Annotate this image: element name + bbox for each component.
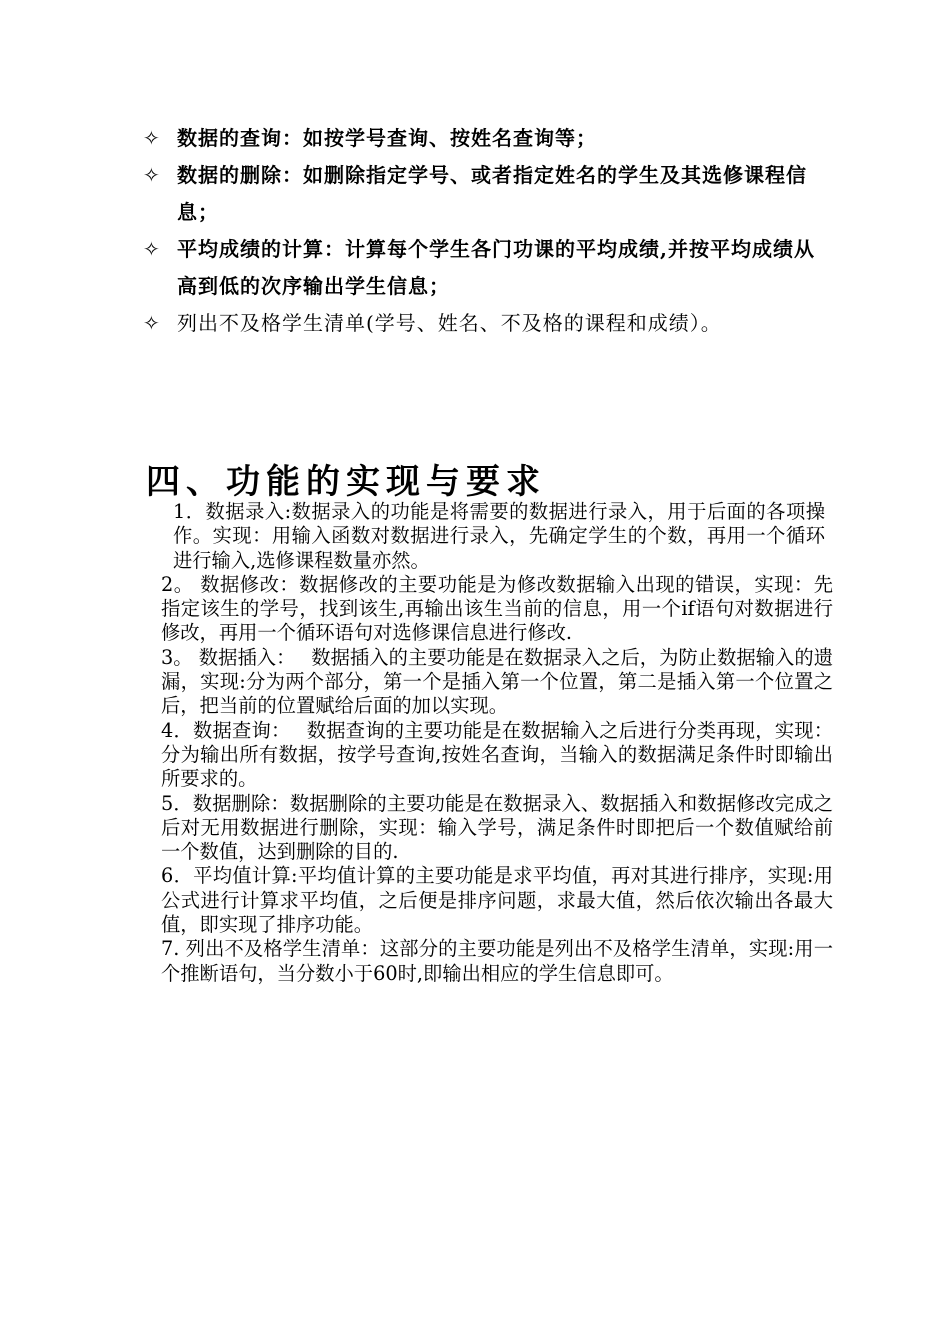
section-heading: 四、功能的实现与要求 — [146, 462, 546, 502]
bullet-text: 数据的查询：如按学号查询、按姓名查询等； — [177, 126, 597, 150]
bullet-text: 数据的删除：如删除指定学号、或者指定姓名的学生及其选修课程信息； — [177, 163, 807, 224]
diamond-star-bullet-icon: ✧ — [143, 237, 160, 261]
diamond-star-bullet-icon: ✧ — [143, 126, 160, 150]
diamond-star-bullet-icon: ✧ — [143, 311, 160, 335]
function-item: 3。 数据插入： 数据插入的主要功能是在数据录入之后，为防止数据输入的遗漏，实现:分为两个部分，第一个是插入第一个位置，第二是插入第一个位置之后，把当前的位置赋给后面的加以实现。 — [161, 645, 833, 718]
function-item: 5．数据删除：数据删除的主要功能是在数据录入、数据插入和数据修改完成之后对无用数据进行删除，实现：输入学号，满足条件时即把后一个数值赋给前一个数值，达到删除的目的. — [161, 791, 833, 864]
bullet-item — [143, 120, 823, 157]
bullet-item — [143, 231, 823, 305]
function-item: 7. 列出不及格学生清单：这部分的主要功能是列出不及格学生清单，实现:用一个推断语句，当分数小于60时,即输出相应的学生信息即可。 — [161, 937, 833, 985]
diamond-star-bullet-icon: ✧ — [143, 163, 160, 187]
bullet-text: 列出不及格学生清单(学号、姓名、不及格的课程和成绩）。 — [177, 311, 722, 335]
function-description-list — [161, 500, 833, 986]
function-item: 6．平均值计算:平均值计算的主要功能是求平均值，再对其进行排序，实现:用公式进行计算求平均值，之后便是排序问题，求最大值，然后依次输出各最大值，即实现了排序功能。 — [161, 864, 833, 937]
bullet-item — [143, 157, 823, 231]
function-item: 2。 数据修改：数据修改的主要功能是为修改数据输入出现的错误，实现：先指定该生的学号，找到该生,再输出该生当前的信息，用一个if语句对数据进行修改，再用一个循环语句对选修课信息进行修改. — [161, 572, 833, 645]
bullet-item — [143, 305, 823, 342]
requirement-bullet-list — [143, 120, 823, 342]
function-item: 1．数据录入:数据录入的功能是将需要的数据进行录入，用于后面的各项操作。实现：用输入函数对数据进行录入，先确定学生的个数，再用一个循环进行输入,选修课程数量亦然。 — [173, 500, 825, 572]
bullet-text: 平均成绩的计算：计算每个学生各门功课的平均成绩,并按平均成绩从高到低的次序输出学生信息； — [177, 237, 815, 298]
function-item: 4．数据查询： 数据查询的主要功能是在数据输入之后进行分类再现，实现：分为输出所有数据，按学号查询,按姓名查询，当输入的数据满足条件时即输出所要求的。 — [161, 718, 833, 791]
